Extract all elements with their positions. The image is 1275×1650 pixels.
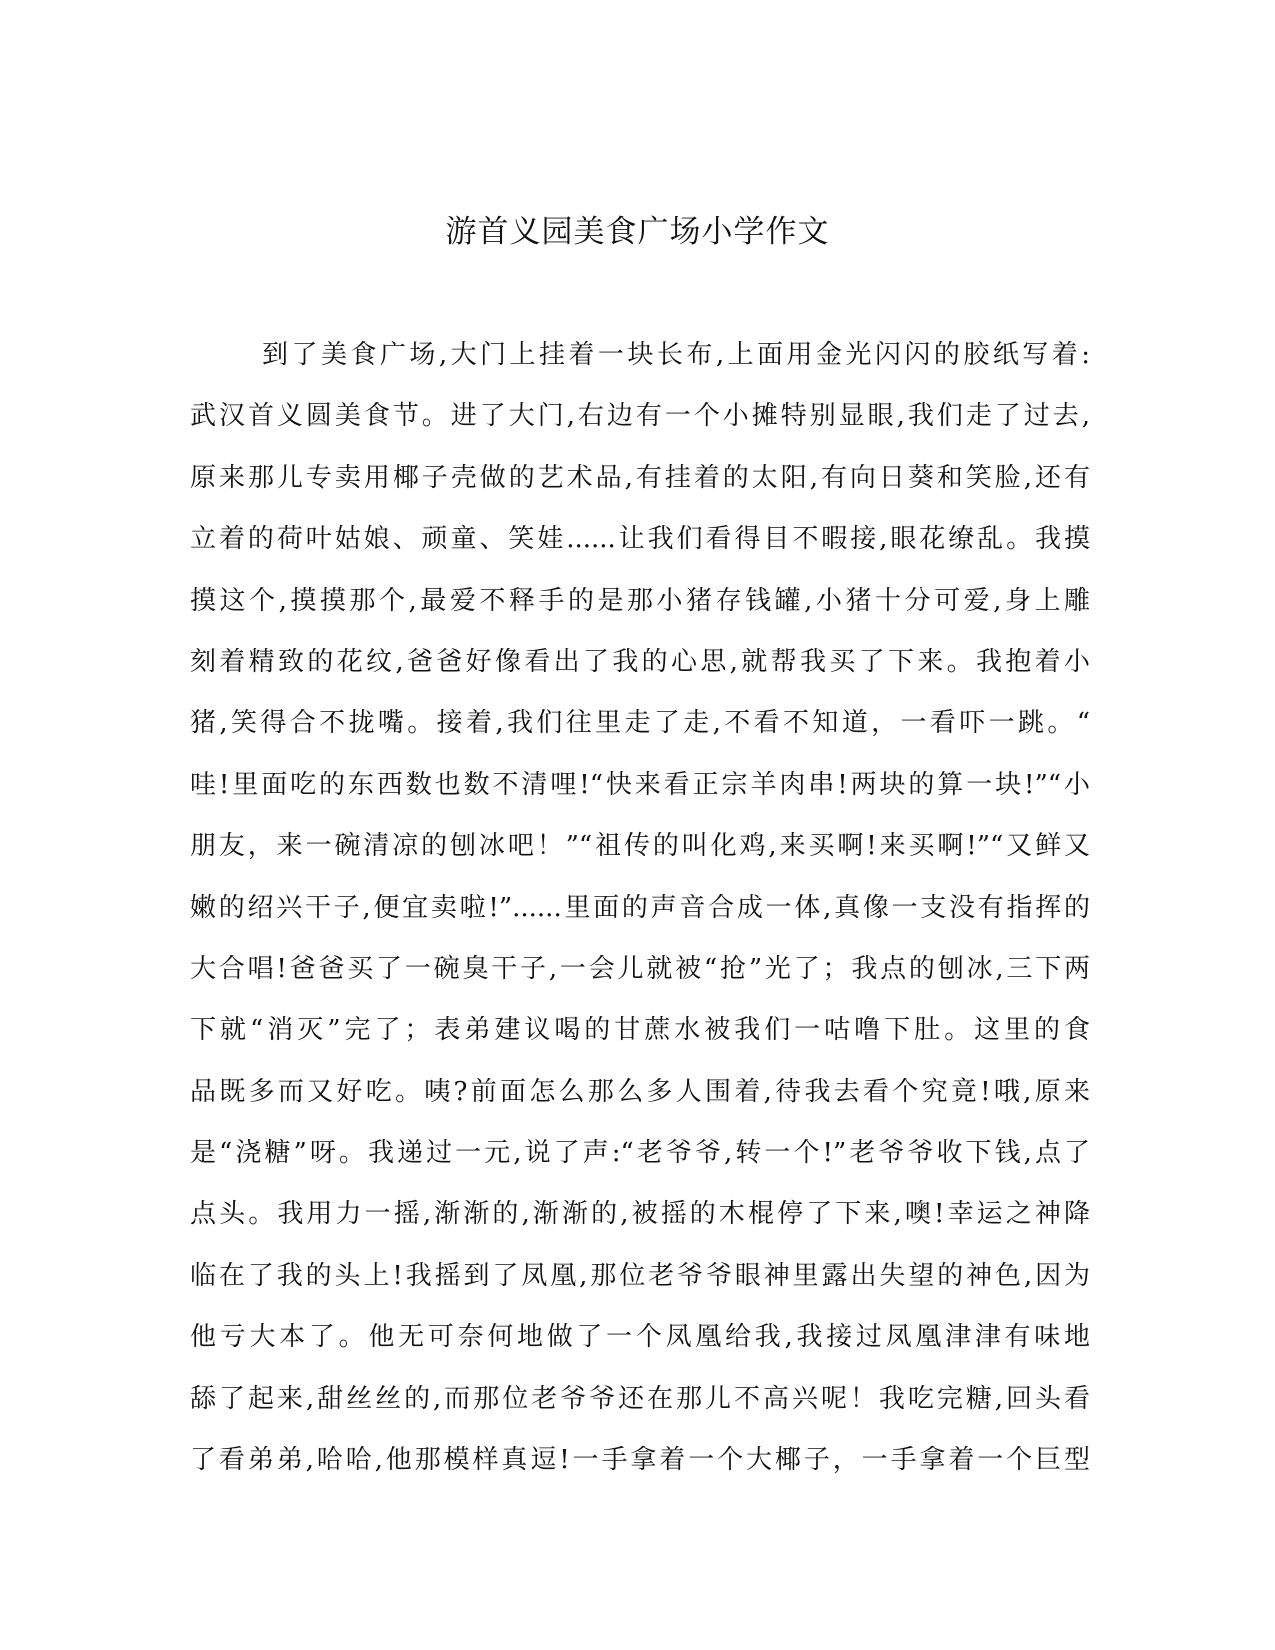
essay-line: 猪,笑得合不拢嘴。接着,我们往里走了走,不看不知道，一看吓一跳。“ <box>190 708 1090 739</box>
essay-line: 他亏大本了。他无可奈何地做了一个凤凰给我,我接过凤凰津津有味地 <box>190 1322 1090 1353</box>
essay-body <box>190 330 1090 1496</box>
essay-line: 摸这个,摸摸那个,最爱不释手的是那小猪存钱罐,小猪十分可爱,身上雕 <box>190 585 1090 616</box>
essay-line: 刻着精致的花纹,爸爸好像看出了我的心思,就帮我买了下来。我抱着小 <box>190 646 1090 677</box>
essay-line: 哇!里面吃的东西数也数不清哩!“快来看正宗羊肉串!两块的算一块!”“小 <box>190 769 1090 800</box>
essay-line: 大合唱!爸爸买了一碗臭干子,一会儿就被“抢”光了；我点的刨冰,三下两 <box>190 953 1090 984</box>
essay-line: 原来那儿专卖用椰子壳做的艺术品,有挂着的太阳,有向日葵和笑脸,还有 <box>190 462 1090 493</box>
essay-line: 朋友，来一碗清凉的刨冰吧！”“祖传的叫化鸡,来买啊!来买啊!”“又鲜又 <box>190 831 1090 862</box>
essay-line: 到了美食广场,大门上挂着一块长布,上面用金光闪闪的胶纸写着: <box>262 340 1090 370</box>
essay-line: 是“浇糖”呀。我递过一元,说了声:“老爷爷,转一个!”老爷爷收下钱,点了 <box>190 1138 1090 1169</box>
essay-line: 立着的荷叶姑娘、顽童、笑娃......让我们看得目不暇接,眼花缭乱。我摸 <box>190 524 1090 555</box>
essay-line: 嫩的绍兴干子,便宜卖啦!”......里面的声音合成一体,真像一支没有指挥的 <box>190 892 1090 923</box>
essay-line: 下就“消灭”完了；表弟建议喝的甘蔗水被我们一咕噜下肚。这里的食 <box>190 1015 1090 1046</box>
essay-line: 点头。我用力一摇,渐渐的,渐渐的,被摇的木棍停了下来,噢!幸运之神降 <box>190 1199 1090 1230</box>
essay-line: 了看弟弟,哈哈,他那模样真逗!一手拿着一个大椰子，一手拿着一个巨型 <box>190 1445 1090 1476</box>
essay-line: 临在了我的头上!我摇到了凤凰,那位老爷爷眼神里露出失望的神色,因为 <box>190 1260 1090 1291</box>
document-title: 游首义园美食广场小学作文 <box>445 214 830 250</box>
essay-line: 品既多而又好吃。咦?前面怎么那么多人围着,待我去看个究竟!哦,原来 <box>190 1076 1090 1107</box>
essay-line: 武汉首义圆美食节。进了大门,右边有一个小摊特别显眼,我们走了过去, <box>190 401 1090 432</box>
essay-line: 舔了起来,甜丝丝的,而那位老爷爷还在那儿不高兴呢！我吃完糖,回头看 <box>190 1383 1090 1414</box>
